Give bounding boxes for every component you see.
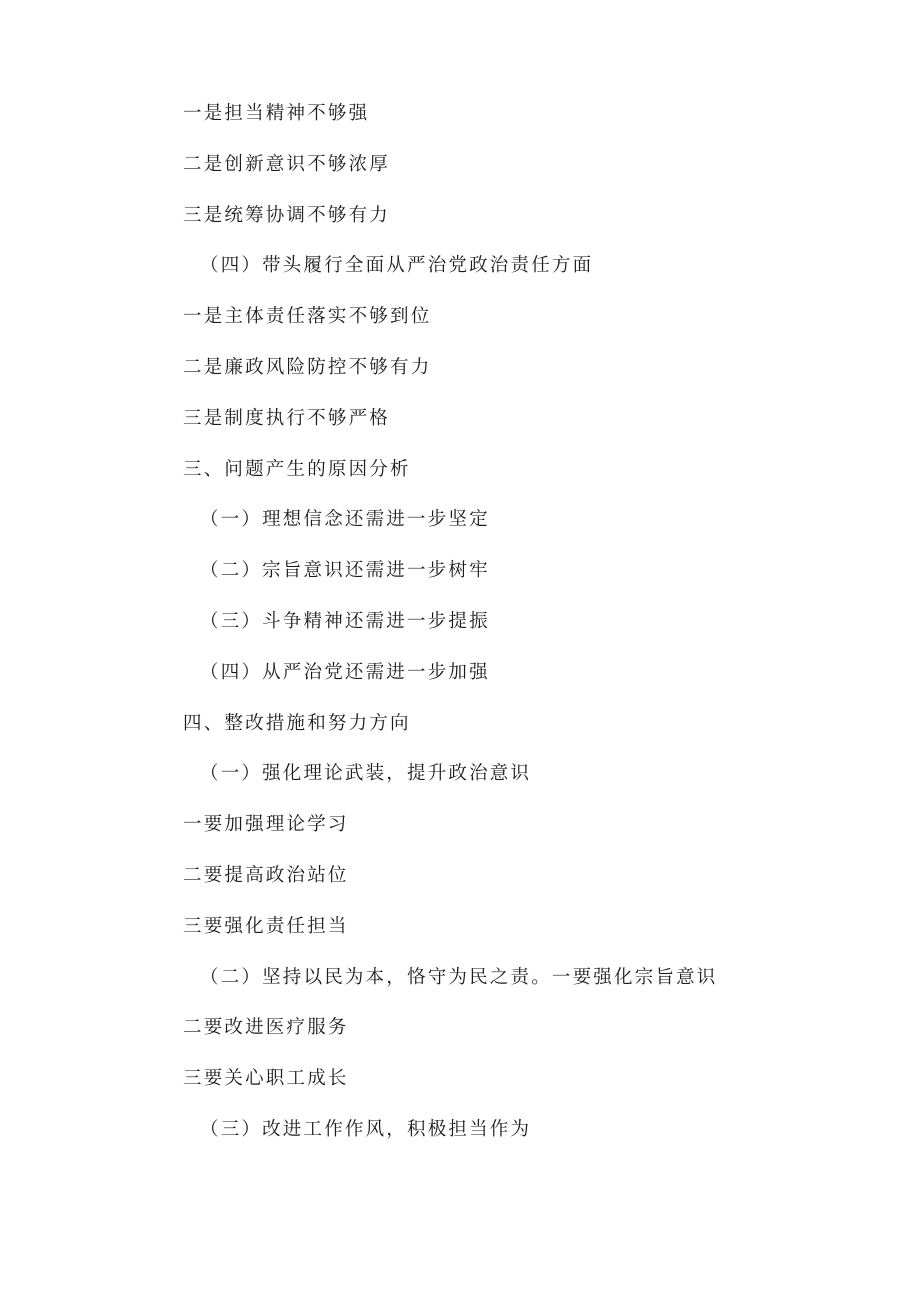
section-heading: （四）从严治党还需进一步加强 — [200, 661, 490, 683]
text-line: 二要提高政治站位 — [183, 864, 349, 886]
document-body — [183, 100, 803, 1167]
section-heading: （二）坚持以民为本，恪守为民之责。一要强化宗旨意识 — [200, 966, 718, 988]
section-heading: （二）宗旨意识还需进一步树牢 — [200, 560, 490, 582]
section-heading: （三）改进工作作风，积极担当作为 — [200, 1118, 532, 1140]
section-heading: （四）带头履行全面从严治党政治责任方面 — [200, 255, 594, 277]
section-heading: （三）斗争精神还需进一步提振 — [200, 610, 490, 632]
text-line: 三是统筹协调不够有力 — [183, 204, 391, 226]
text-line: 二是创新意识不够浓厚 — [183, 153, 391, 175]
text-line: 三是制度执行不够严格 — [183, 407, 391, 429]
text-line: 一是担当精神不够强 — [183, 103, 370, 124]
text-line: 三要强化责任担当 — [183, 915, 349, 937]
text-line: 二是廉政风险防控不够有力 — [183, 356, 432, 378]
chapter-heading: 四、整改措施和努力方向 — [183, 712, 411, 734]
chapter-heading: 三、问题产生的原因分析 — [183, 458, 411, 480]
text-line: 二要改进医疗服务 — [183, 1017, 349, 1039]
text-line: 一要加强理论学习 — [183, 814, 349, 836]
text-line: 一是主体责任落实不够到位 — [183, 306, 432, 328]
section-heading: （一）强化理论武装，提升政治意识 — [200, 763, 532, 785]
section-heading: （一）理想信念还需进一步坚定 — [200, 509, 490, 531]
text-line: 三要关心职工成长 — [183, 1068, 349, 1090]
